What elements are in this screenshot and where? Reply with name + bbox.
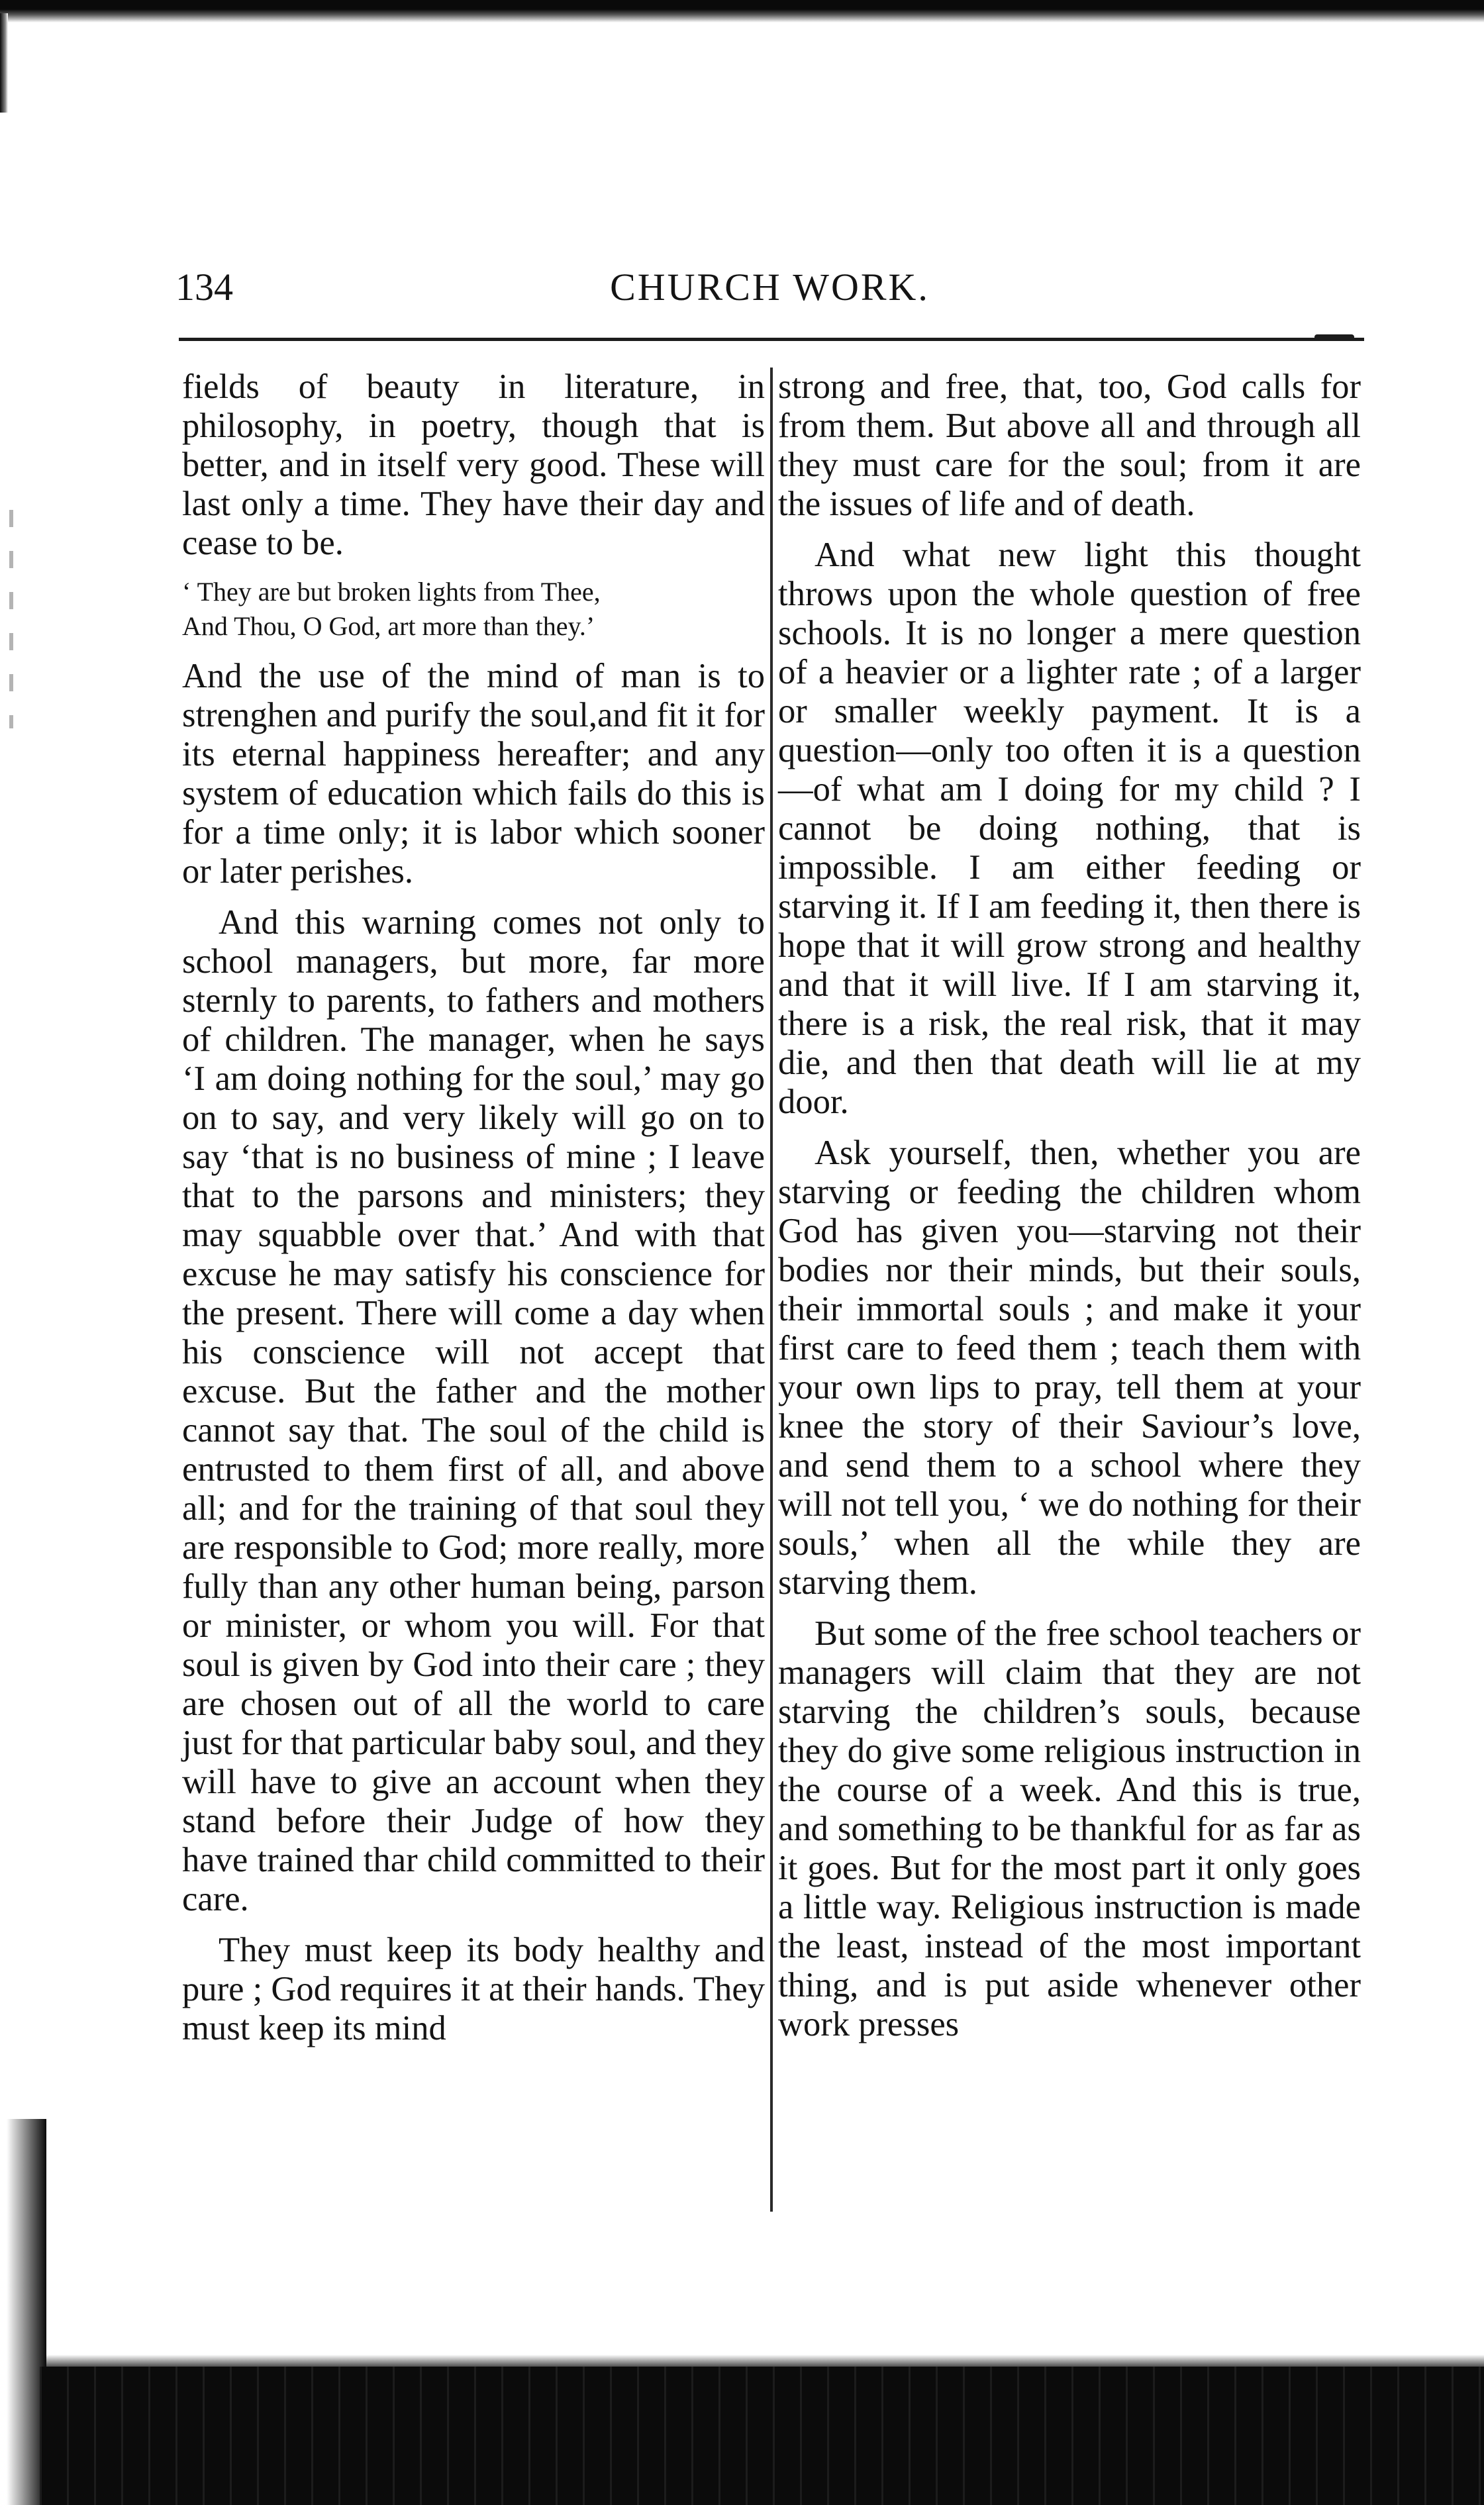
header-rule-tail — [1314, 334, 1354, 340]
margin-marks — [9, 510, 13, 728]
left-column — [182, 368, 765, 2060]
column-divider — [770, 368, 773, 2212]
right-paragraph-2: And what new light this thought throws upon the whole question of free schools. It is no longer a mere question of a heavier or a lighter rate ; of a larger or smaller weekly payment. It is a question—only too often it is a question—of what am I doing for my child ? I cannot be doing nothing, that is impossible. I am either feeding or starving it. If I am feeding it, then there is hope that it will grow strong and healthy and that it will live. If I am starving it, there is a risk, the real risk, that it may die, and then that death will lie at my door. — [778, 536, 1361, 1121]
scan-left-edge — [0, 13, 8, 113]
verse-line-2: And Thou, O God, art more than they.’ — [182, 611, 595, 641]
left-paragraph-2: And the use of the mind of man is to strenghen and purify the soul,and fit it for its eternal happiness hereafter; and any system of education which fails do this is for a time only; it is labor which sooner or later perishes. — [182, 657, 765, 891]
left-paragraph-4: They must keep its body healthy and pure ; God requires it at their hands. They must keep its mind — [182, 1931, 765, 2047]
running-title: CHURCH WORK. — [610, 266, 930, 309]
right-paragraph-1: strong and free, that, too, God calls for from them. But above all and through all they must care for the soul; from it are the issues of life and of death. — [778, 368, 1361, 523]
page-number: 134 — [175, 266, 233, 309]
scan-bottom-edge — [40, 2367, 1484, 2505]
header-rule — [179, 338, 1364, 341]
page-header — [175, 264, 1364, 323]
left-paragraph-3: And this warning comes not only to school managers, but more, far more sternly to parents, to fathers and mothers of children. The manager, when he says ‘I am doing nothing for the soul,’ may go on to say, and very likely will go on to say ‘that is no business of mine ; I leave that to the parsons and ministers; they may squabble over that.’ And with that excuse he may satisfy his conscience for the present. There will come a day when his conscience will not accept that excuse. But the father and the mother cannot say that. The soul of the child is entrusted to them first of all, and above all; and for the training of that soul they are responsible to God; more really, more fully than any other human being, parson or minister, or whom you will. For that soul is given by God into their care ; they are chosen out of all the world to care just for that particular baby soul, and they will have to give an account when they stand before their Judge of how they have trained thar child committed to their care. — [182, 903, 765, 1918]
scan-top-edge — [0, 0, 1484, 23]
verse-line-1: ‘ They are but broken lights from Thee, — [182, 577, 601, 607]
right-paragraph-4: But some of the free school teachers or managers will claim that they are not starving the children’s souls, because they do give some religious instruction in the course of a week. And this is true, and something to be thankful for as far as it goes. But for the most part it only goes a little way. Religious instruction is made the least, instead of the most important thing, and is put aside whenever other work presses — [778, 1614, 1361, 2043]
verse-quote — [182, 575, 765, 644]
right-column — [778, 368, 1361, 2056]
right-paragraph-3: Ask yourself, then, whether you are starving or feeding the children whom God has given you—starving not their bodies nor their minds, but their souls, their immortal souls ; and make it your first care to feed them ; teach them with your own lips to pray, tell them at your knee the story of their Saviour’s love, and send them to a school where they will not tell you, ‘ we do nothing for their souls,’ when all the while they are starving them. — [778, 1134, 1361, 1602]
left-paragraph-1: fields of beauty in literature, in philosophy, in poetry, though that is better, and in itself very good. These will last only a time. They have their day and cease to be. — [182, 368, 765, 562]
